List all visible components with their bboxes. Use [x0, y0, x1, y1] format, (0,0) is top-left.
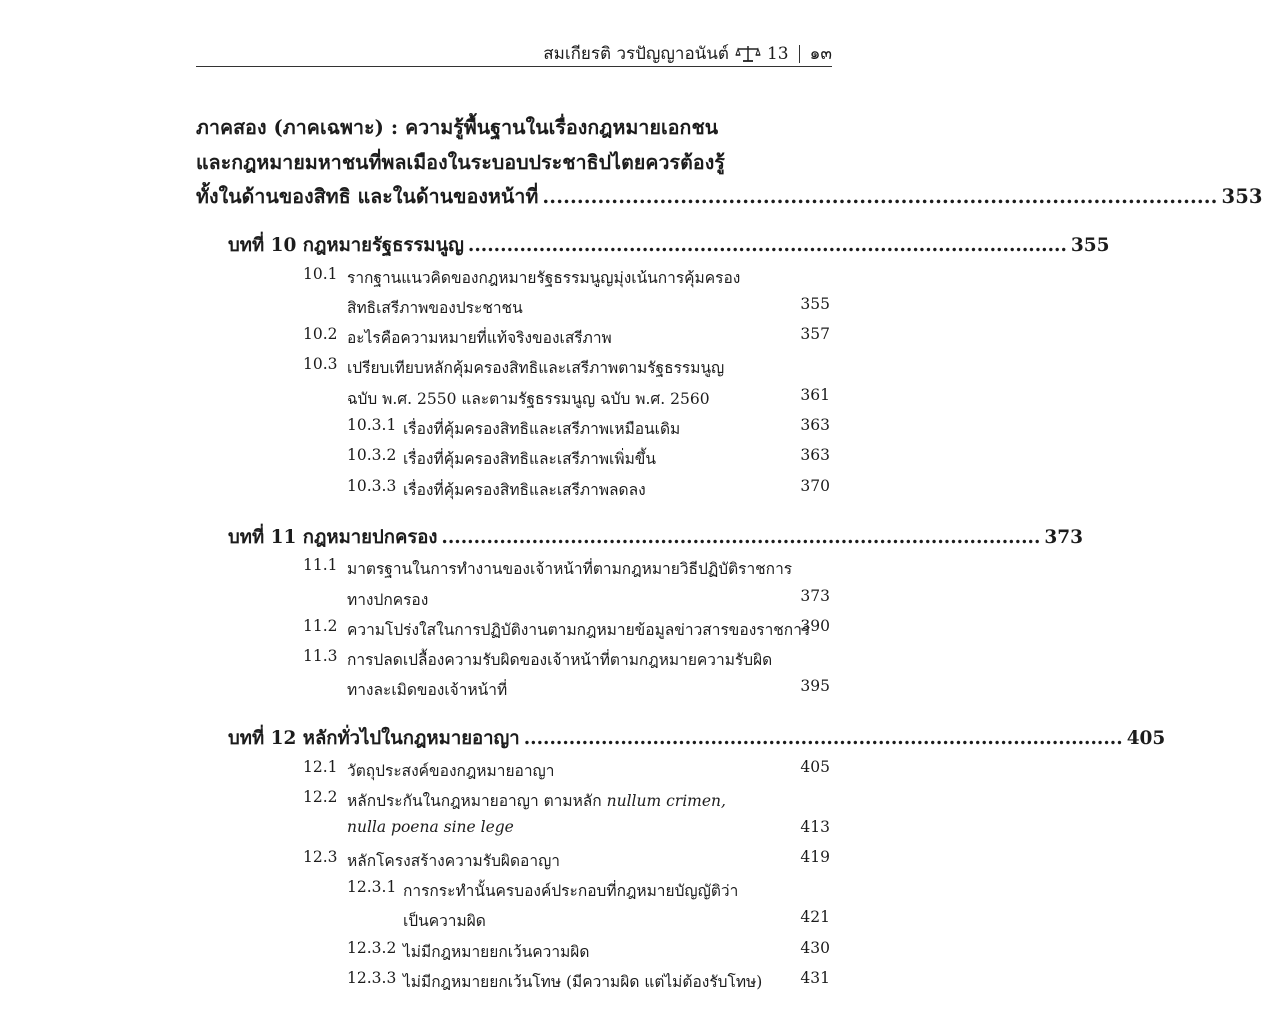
chapter-heading [228, 231, 1110, 260]
leader-dots: ............................................................................................. [523, 728, 1123, 749]
header-page-number-thai: ๑๓ [809, 44, 832, 64]
header-page-number: 13 [766, 43, 789, 64]
leader-dots: .................................................................................................. [542, 185, 1218, 208]
section-number: 11.1 [303, 556, 338, 574]
section-title: ความโปร่งใสในการปฏิบัติงานตามกฎหมายข้อมูลข่าวสารของราชการ [347, 621, 811, 639]
part-title-line-3 [196, 181, 1263, 212]
subsection-title-cont: เป็นความผิด [403, 912, 486, 930]
subsection-title: ไม่มีกฎหมายยกเว้นโทษ (มีความผิด แต่ไม่ต้องรับโทษ) [403, 973, 763, 991]
subsection-page: 430 [800, 939, 830, 957]
subsection-number: 10.3.2 [347, 446, 397, 464]
section-page: 390 [800, 617, 830, 635]
section-title-cont: สิทธิเสรีภาพของประชาชน [347, 299, 523, 317]
section-number: 10.2 [303, 325, 338, 343]
section-number: 10.3 [303, 355, 338, 373]
subsection-number: 10.3.3 [347, 477, 397, 495]
part-page: 353 [1221, 185, 1263, 208]
section-title: อะไรคือความหมายที่แท้จริงของเสรีภาพ [347, 329, 612, 347]
section-title-cont: ทางละเมิดของเจ้าหน้าที่ [347, 681, 508, 699]
section-title-text: หลักประกันในกฎหมายอาญา ตามหลัก [347, 792, 602, 810]
subsection-number: 12.3.3 [347, 969, 397, 987]
section-page: 373 [800, 587, 830, 605]
subsection-page: 431 [800, 969, 830, 987]
subsection-title: เรื่องที่คุ้มครองสิทธิและเสรีภาพลดลง [403, 481, 646, 499]
section-number: 11.3 [303, 647, 338, 665]
section-title-cont: ทางปกครอง [347, 591, 429, 609]
subsection-page: 363 [800, 416, 830, 434]
scales-of-justice-icon [735, 44, 761, 64]
section-title: มาตรฐานในการทำงานของเจ้าหน้าที่ตามกฎหมายวิธีปฏิบัติราชการ [347, 560, 793, 578]
part-title-line-3-text: ทั้งในด้านของสิทธิ และในด้านของหน้าที่ [196, 185, 539, 208]
subsection-title: เรื่องที่คุ้มครองสิทธิและเสรีภาพเหมือนเดิม [403, 420, 681, 438]
section-number: 12.3 [303, 848, 338, 866]
chapter-label: บทที่ 12 หลักทั่วไปในกฎหมายอาญา [228, 728, 520, 749]
header-right [543, 40, 832, 67]
section-title: รากฐานแนวคิดของกฎหมายรัฐธรรมนูญมุ่งเน้นการคุ้มครอง [347, 269, 741, 287]
section-page: 357 [800, 325, 830, 343]
section-page: 355 [800, 295, 830, 313]
section-number: 12.1 [303, 758, 338, 776]
section-title: เปรียบเทียบหลักคุ้มครองสิทธิและเสรีภาพตามรัฐธรรมนูญ [347, 359, 725, 377]
chapter-page: 373 [1044, 527, 1084, 548]
section-page: 405 [800, 758, 830, 776]
section-number: 11.2 [303, 617, 338, 635]
subsection-number: 10.3.1 [347, 416, 397, 434]
section-title: วัตถุประสงค์ของกฎหมายอาญา [347, 762, 555, 780]
chapter-label: บทที่ 10 กฎหมายรัฐธรรมนูญ [228, 235, 464, 256]
section-title: การปลดเปลื้องความรับผิดของเจ้าหน้าที่ตามกฎหมายความรับผิด [347, 651, 773, 669]
chapter-heading [228, 724, 1166, 753]
section-number: 12.2 [303, 788, 338, 806]
section-title-cont: ฉบับ พ.ศ. 2550 และตามรัฐธรรมนูญ ฉบับ พ.ศ. 2560 [347, 390, 710, 408]
subsection-page: 421 [800, 908, 830, 926]
subsection-page: 370 [800, 477, 830, 495]
subsection-number: 12.3.1 [347, 878, 397, 896]
chapter-page: 405 [1126, 728, 1166, 749]
subsection-title: ไม่มีกฎหมายยกเว้นความผิด [403, 943, 590, 961]
header-separator [799, 45, 800, 63]
leader-dots: ............................................................................................. [467, 235, 1067, 256]
subsection-title: การกระทำนั้นครบองค์ประกอบที่กฎหมายบัญญัติว่า [403, 882, 739, 900]
section-title-cont-latin: nulla poena sine lege [347, 818, 514, 836]
subsection-page: 363 [800, 446, 830, 464]
section-page: 361 [800, 386, 830, 404]
leader-dots: ............................................................................................. [441, 527, 1041, 548]
running-header [196, 40, 832, 67]
section-title: หลักโครงสร้างความรับผิดอาญา [347, 852, 560, 870]
section-title [347, 788, 726, 813]
section-page: 395 [800, 677, 830, 695]
part-title-line-2: และกฎหมายมหาชนที่พลเมืองในระบอบประชาธิปไตยควรต้องรู้ [196, 151, 725, 174]
section-page: 413 [800, 818, 830, 836]
subsection-title: เรื่องที่คุ้มครองสิทธิและเสรีภาพเพิ่มขึ้น [403, 450, 656, 468]
chapter-label: บทที่ 11 กฎหมายปกครอง [228, 527, 438, 548]
section-page: 419 [800, 848, 830, 866]
part-title-line-1: ภาคสอง (ภาคเฉพาะ) : ความรู้พื้นฐานในเรื่องกฎหมายเอกชน [196, 116, 719, 139]
section-title-latin: nullum crimen, [606, 792, 726, 810]
chapter-page: 355 [1070, 235, 1110, 256]
chapter-heading [228, 523, 1084, 552]
section-number: 10.1 [303, 265, 338, 283]
header-author: สมเกียรติ วรปัญญาอนันต์ [543, 44, 729, 64]
subsection-number: 12.3.2 [347, 939, 397, 957]
